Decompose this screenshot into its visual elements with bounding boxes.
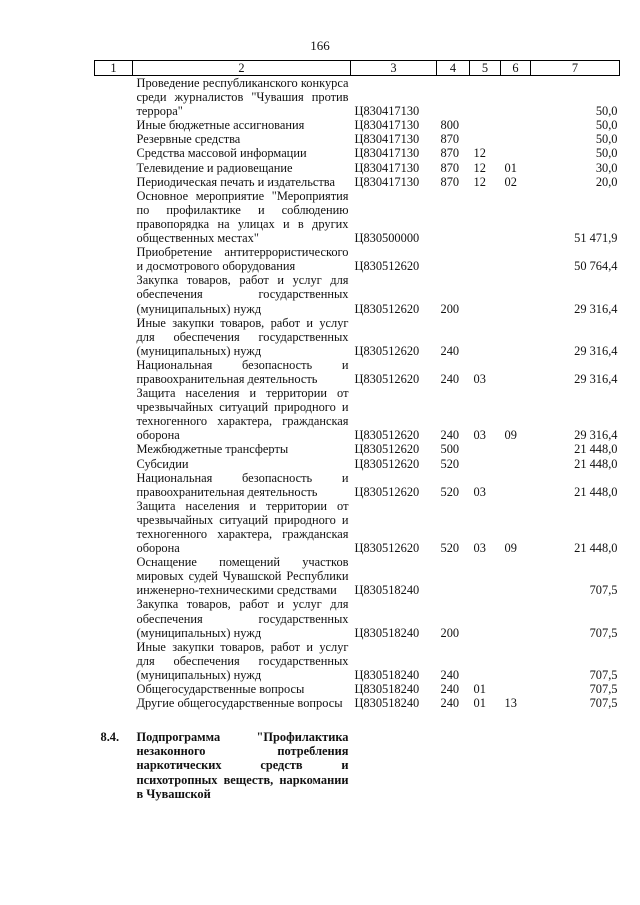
- row-subsection: 01: [504, 160, 517, 175]
- row-name: Приобретение антитеррористического и досмотрового оборудования: [136, 245, 349, 274]
- table-row: [95, 245, 620, 273]
- table-row: [95, 442, 620, 456]
- row-code: Ц830512620: [354, 484, 420, 499]
- row-sum: 21 448,0: [574, 541, 618, 556]
- row-subsection: [501, 146, 531, 160]
- row-subsection: [501, 358, 531, 386]
- section-number: 8.4.: [100, 730, 120, 745]
- header-cell: 6: [501, 61, 531, 76]
- row-number: [95, 442, 133, 456]
- row-section: 12: [473, 146, 486, 161]
- row-section: [470, 555, 501, 597]
- row-code: Ц830417130: [354, 174, 420, 189]
- row-subsection: [501, 316, 531, 358]
- row-sum: 20,0: [595, 174, 618, 189]
- row-section: [470, 273, 501, 315]
- row-code: Ц830417130: [354, 132, 420, 147]
- row-number: [95, 146, 133, 160]
- section-heading-row: [95, 710, 620, 800]
- row-code: Ц830512620: [354, 541, 420, 556]
- row-name: Другие общегосударственные вопросы: [136, 696, 343, 711]
- row-section: 03: [473, 484, 486, 499]
- row-expense-type: [437, 76, 470, 119]
- empty-cell: [437, 710, 470, 800]
- row-code: Ц830417130: [354, 160, 420, 175]
- row-number: [95, 457, 133, 471]
- row-subsection: [501, 640, 531, 682]
- empty-cell: [531, 710, 620, 800]
- row-number: [95, 597, 133, 639]
- row-section: [470, 442, 501, 456]
- row-sum: 707,5: [589, 696, 618, 711]
- row-expense-type: 870: [440, 146, 460, 161]
- row-subsection: [501, 118, 531, 132]
- row-sum: 50,0: [595, 146, 618, 161]
- row-name: Периодическая печать и издательства: [136, 174, 335, 189]
- row-section: 03: [473, 541, 486, 556]
- row-number: [95, 696, 133, 710]
- row-number: [95, 471, 133, 499]
- row-section: [470, 189, 501, 245]
- table-row: [95, 76, 620, 119]
- row-name: Субсидии: [136, 456, 189, 471]
- row-number: [95, 358, 133, 386]
- row-expense-type: 200: [440, 301, 460, 316]
- table-row: [95, 555, 620, 597]
- table-row: [95, 118, 620, 132]
- section-title: Подпрограмма "Профилактика незаконного потребления наркотических средств и психотропных веществ, наркомании в Чувашской: [136, 730, 349, 801]
- row-code: Ц830518240: [354, 625, 420, 640]
- row-subsection: [501, 76, 531, 119]
- row-subsection: [501, 682, 531, 696]
- row-expense-type: 520: [440, 456, 460, 471]
- table-row: [95, 161, 620, 175]
- table-row: [95, 189, 620, 245]
- table-row: [95, 457, 620, 471]
- row-code: Ц830512620: [354, 343, 420, 358]
- row-section: 01: [473, 682, 486, 697]
- row-subsection: [501, 457, 531, 471]
- row-code: Ц830512620: [354, 442, 420, 457]
- row-expense-type: 240: [440, 696, 460, 711]
- header-cell: 7: [531, 61, 620, 76]
- row-number: [95, 386, 133, 442]
- row-sum: 50,0: [595, 132, 618, 147]
- row-expense-type: [437, 245, 470, 273]
- row-number: [95, 640, 133, 682]
- row-sum: 707,5: [589, 667, 618, 682]
- row-sum: 29 316,4: [574, 428, 618, 443]
- row-name: Защита населения и территории от чрезвычайных ситуаций природного и техногенного характера, гражданская оборона: [136, 498, 349, 556]
- row-subsection: [501, 555, 531, 597]
- row-subsection: [501, 442, 531, 456]
- row-expense-type: 500: [440, 442, 460, 457]
- row-subsection: [501, 189, 531, 245]
- table-row: [95, 316, 620, 358]
- row-section: [470, 245, 501, 273]
- row-number: [95, 132, 133, 146]
- header-cell: 5: [470, 61, 501, 76]
- row-number: [95, 273, 133, 315]
- row-number: [95, 161, 133, 175]
- row-number: [95, 555, 133, 597]
- row-subsection: [501, 245, 531, 273]
- row-expense-type: 520: [440, 484, 460, 499]
- row-section: 03: [473, 371, 486, 386]
- row-sum: 707,5: [589, 583, 618, 598]
- row-sum: 29 316,4: [574, 371, 618, 386]
- row-name: Средства массовой информации: [136, 146, 307, 161]
- row-name: Проведение республиканского конкурса среди журналистов "Чувашия против террора": [136, 76, 349, 119]
- row-sum: 30,0: [595, 160, 618, 175]
- table-body: [95, 76, 620, 801]
- row-section: 12: [473, 174, 486, 189]
- row-code: Ц830512620: [354, 371, 420, 386]
- row-number: [95, 118, 133, 132]
- row-name: Телевидение и радиовещание: [136, 160, 293, 175]
- row-sum: 51 471,9: [574, 231, 618, 246]
- row-name: Резервные средства: [136, 132, 241, 147]
- row-code: Ц830417130: [354, 104, 420, 119]
- table-row: [95, 682, 620, 696]
- row-code: Ц830512620: [354, 428, 420, 443]
- row-expense-type: 240: [440, 682, 460, 697]
- row-sum: 50,0: [595, 118, 618, 133]
- table-row: [95, 499, 620, 555]
- header-cell: 3: [351, 61, 437, 76]
- row-expense-type: [437, 189, 470, 245]
- row-sum: 29 316,4: [574, 343, 618, 358]
- table-row: [95, 358, 620, 386]
- row-number: [95, 245, 133, 273]
- row-subsection: [501, 471, 531, 499]
- row-code: Ц830417130: [354, 146, 420, 161]
- row-code: Ц830512620: [354, 456, 420, 471]
- row-subsection: [501, 597, 531, 639]
- row-name: Национальная безопасность и правоохранительная деятельность: [136, 470, 349, 499]
- row-subsection: 02: [504, 174, 517, 189]
- row-code: Ц830518240: [354, 667, 420, 682]
- table-row: [95, 175, 620, 189]
- row-expense-type: 870: [440, 132, 460, 147]
- row-name: Основное мероприятие "Мероприятия по профилактике и соблюдению правопорядка на улицах и в других общественных местах": [136, 188, 349, 246]
- row-section: [470, 457, 501, 471]
- row-code: Ц830512620: [354, 301, 420, 316]
- row-subsection: 13: [504, 696, 517, 711]
- empty-cell: [351, 710, 437, 800]
- row-expense-type: [437, 555, 470, 597]
- row-sum: 21 448,0: [574, 456, 618, 471]
- row-section: [470, 316, 501, 358]
- table-row: [95, 640, 620, 682]
- table-row: [95, 146, 620, 160]
- row-sum: 50,0: [595, 104, 618, 119]
- table-row: [95, 597, 620, 639]
- row-section: [470, 132, 501, 146]
- row-expense-type: 240: [440, 428, 460, 443]
- row-sum: 707,5: [589, 682, 618, 697]
- row-expense-type: 800: [440, 118, 460, 133]
- row-name: Закупка товаров, работ и услуг для обеспечения государственных (муниципальных) нужд: [136, 273, 349, 316]
- row-subsection: [501, 132, 531, 146]
- row-subsection: 09: [504, 541, 517, 556]
- row-code: Ц830417130: [354, 118, 420, 133]
- row-expense-type: 240: [440, 667, 460, 682]
- row-name: Иные закупки товаров, работ и услуг для обеспечения государственных (муниципальных) нужд: [136, 315, 349, 358]
- row-number: [95, 682, 133, 696]
- header-cell: 4: [437, 61, 470, 76]
- row-sum: 50 764,4: [574, 259, 618, 274]
- header-cell: 1: [95, 61, 133, 76]
- row-code: Ц830512620: [354, 259, 420, 274]
- header-cell: 2: [133, 61, 351, 76]
- row-expense-type: 870: [440, 174, 460, 189]
- row-section: 12: [473, 160, 486, 175]
- row-code: Ц830500000: [354, 231, 420, 246]
- row-section: [470, 118, 501, 132]
- row-code: Ц830518240: [354, 682, 420, 697]
- row-section: 01: [473, 696, 486, 711]
- page-number: 166: [310, 38, 330, 53]
- row-subsection: 09: [504, 428, 517, 443]
- row-number: [95, 76, 133, 119]
- budget-table: [94, 60, 620, 801]
- row-number: [95, 175, 133, 189]
- row-number: [95, 189, 133, 245]
- table-row: [95, 386, 620, 442]
- row-section: 03: [473, 428, 486, 443]
- row-expense-type: 240: [440, 371, 460, 386]
- table-row: [95, 132, 620, 146]
- empty-cell: [501, 710, 531, 800]
- row-name: Иные бюджетные ассигнования: [136, 118, 305, 133]
- row-section: [470, 76, 501, 119]
- row-name: Национальная безопасность и правоохранительная деятельность: [136, 357, 349, 386]
- row-expense-type: 200: [440, 625, 460, 640]
- row-name: Оснащение помещений участков мировых судей Чувашской Республики инженерно-техническими средствами: [136, 555, 349, 598]
- row-expense-type: 240: [440, 343, 460, 358]
- row-number: [95, 316, 133, 358]
- empty-cell: [470, 710, 501, 800]
- row-sum: 29 316,4: [574, 301, 618, 316]
- table-row: [95, 273, 620, 315]
- row-expense-type: 870: [440, 160, 460, 175]
- row-number: [95, 499, 133, 555]
- row-subsection: [501, 273, 531, 315]
- header-row: [95, 61, 620, 76]
- row-section: [470, 640, 501, 682]
- row-sum: 707,5: [589, 625, 618, 640]
- table-row: [95, 696, 620, 710]
- row-code: Ц830518240: [354, 583, 420, 598]
- table-row: [95, 471, 620, 499]
- row-name: Общегосударственные вопросы: [136, 682, 305, 697]
- row-sum: 21 448,0: [574, 442, 618, 457]
- row-name: Защита населения и территории от чрезвычайных ситуаций природного и техногенного характера, гражданская оборона: [136, 386, 349, 443]
- row-expense-type: 520: [440, 541, 460, 556]
- row-name: Иные закупки товаров, работ и услуг для обеспечения государственных (муниципальных) нужд: [136, 639, 349, 682]
- row-section: [470, 597, 501, 639]
- row-sum: 21 448,0: [574, 484, 618, 499]
- row-name: Закупка товаров, работ и услуг для обеспечения государственных (муниципальных) нужд: [136, 597, 349, 640]
- row-code: Ц830518240: [354, 696, 420, 711]
- row-name: Межбюджетные трансферты: [136, 442, 289, 457]
